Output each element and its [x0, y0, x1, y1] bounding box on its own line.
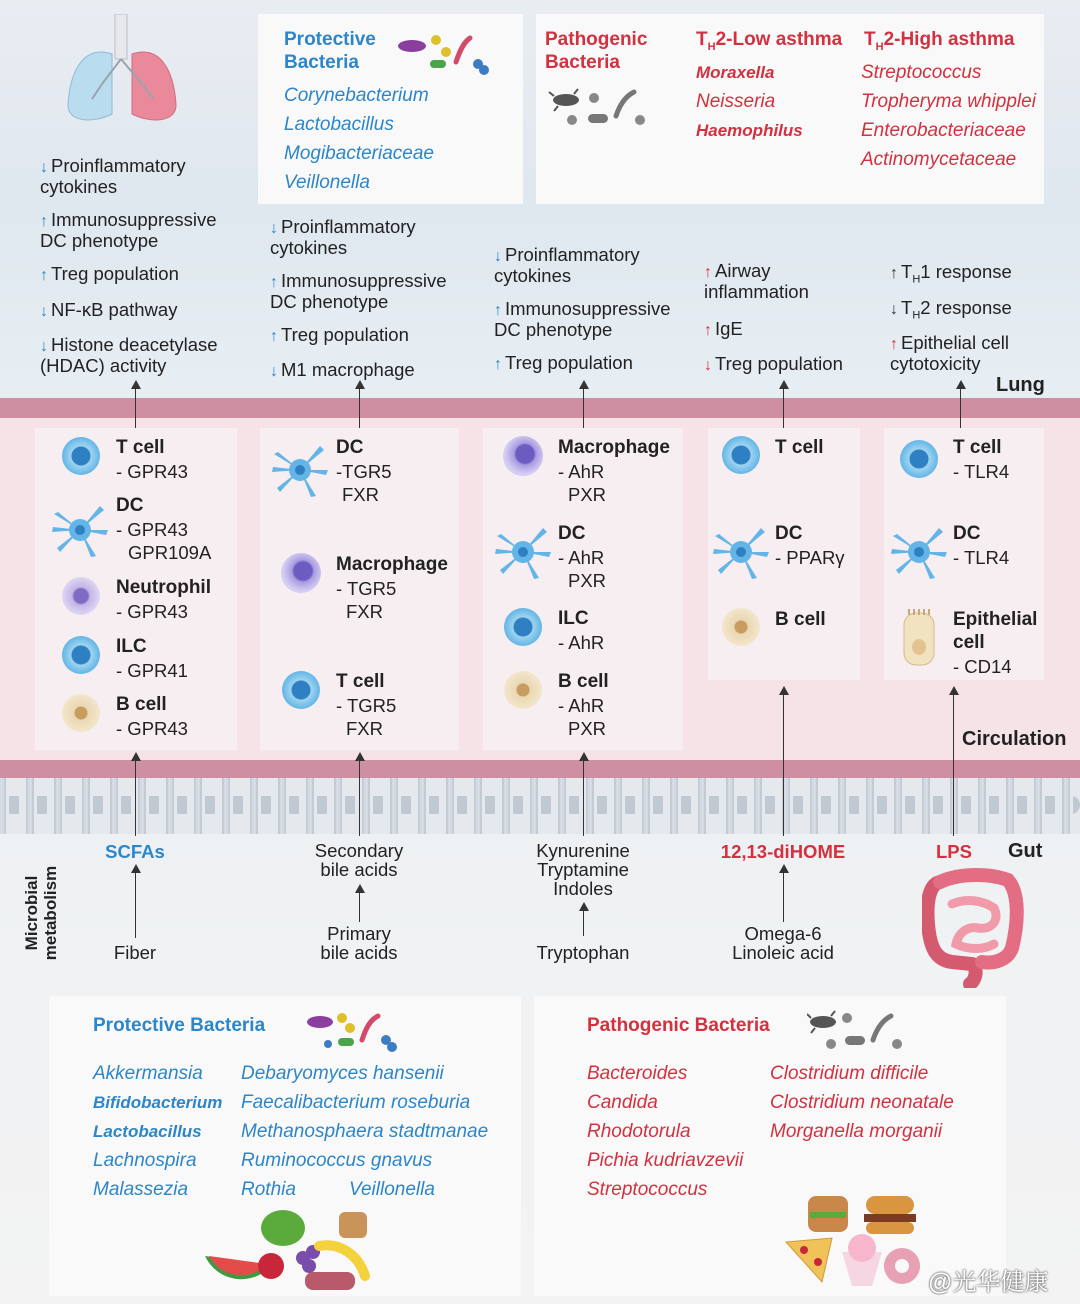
receptor: PXR — [568, 484, 607, 505]
taxon: Rhodotorula — [587, 1121, 691, 1142]
arrow-up — [953, 688, 954, 836]
th2-high-title: $T_H2$-High asthma — [864, 29, 1015, 53]
top-pathogenic-title: Pathogenic Bacteria — [545, 29, 648, 73]
cell-name: Epithelial — [953, 609, 1038, 630]
precursor-linoleic-acid: Omega-6 Linoleic acid — [732, 923, 834, 963]
taxon: Lactobacillus — [284, 114, 394, 135]
arrow-up — [359, 754, 360, 836]
effect-item: ↓ NF-κB pathway — [40, 299, 178, 320]
receptor: FXR — [346, 601, 383, 622]
cell-name: B cell — [775, 609, 826, 630]
receptor: - AhR — [558, 461, 605, 482]
macrophage-icon — [281, 553, 321, 593]
taxon: Veillonella — [284, 172, 370, 193]
cell-name: Macrophage — [336, 554, 448, 575]
cell-name: Neutrophil — [116, 577, 211, 598]
receptor: - PPARγ — [775, 547, 845, 568]
arrow-up — [783, 688, 784, 836]
dc-icon — [711, 522, 771, 582]
taxon: Candida — [587, 1092, 658, 1113]
gut-epithelium — [0, 778, 1080, 834]
taxon: Methanosphaera stadtmanae — [241, 1121, 489, 1142]
taxon: Pichia kudriavzevii — [587, 1150, 744, 1171]
effect-item: ↓ Treg population — [704, 353, 843, 374]
cell-name: B cell — [116, 694, 167, 715]
taxon: Streptococcus — [587, 1179, 708, 1200]
receptor: - AhR — [558, 632, 605, 653]
watermark: @光华健康 — [928, 1269, 1049, 1296]
microbial-metabolism-label: Microbial metabolism — [22, 865, 60, 961]
receptor: PXR — [568, 718, 607, 739]
metabolite-scfas: SCFAs — [105, 841, 165, 862]
bottom-protective-col1 — [93, 1059, 222, 1204]
dc-icon — [50, 500, 110, 560]
cell-name: T cell — [336, 671, 385, 692]
effect-item: ↑ $T_H1$ response — [890, 261, 1012, 286]
junk-food-icon — [782, 1182, 932, 1292]
top-protective-taxa-list — [284, 81, 434, 197]
metabolite-secondary-bile-acids: Secondary bile acids — [314, 840, 404, 880]
bacteria-icon — [304, 1010, 400, 1054]
taxon: Malassezia — [93, 1179, 189, 1200]
ilc-icon — [62, 636, 100, 674]
epithelial-cell-icon — [902, 607, 936, 667]
receptor: - AhR — [558, 695, 605, 716]
taxon: Rothia — [241, 1179, 296, 1200]
bottom-pathogenic-title: Pathogenic Bacteria — [587, 1015, 770, 1036]
receptor: - CD14 — [953, 656, 1012, 677]
metabolite-tryptophan-derivatives: Kynurenine Tryptamine Indoles — [536, 840, 630, 899]
bottom-protective-title: Protective Bacteria — [93, 1015, 266, 1036]
top-protective-panel — [258, 14, 523, 204]
receptor: -TGR5 — [336, 461, 392, 482]
bottom-pathogenic-col1 — [587, 1059, 743, 1204]
effect-item: ↑ Treg population — [40, 263, 179, 284]
effect-item: ↓ Histone deacetylase (HDAC) activity — [40, 334, 218, 376]
taxon: Lactobacillus — [93, 1122, 202, 1141]
taxon: Haemophilus — [696, 121, 803, 140]
cell-name: ILC — [116, 636, 147, 657]
cell-name: T cell — [775, 437, 824, 458]
effect-item: ↑ IgE — [704, 318, 743, 339]
taxon: Tropheryma whipplei — [861, 91, 1036, 112]
effect-item: ↑ Treg population — [270, 324, 409, 345]
taxon: Veillonella — [349, 1179, 435, 1200]
arrow-up — [359, 886, 360, 922]
effect-item: ↑ Immunosuppressive DC phenotype — [270, 270, 447, 312]
receptor: - GPR43 — [116, 461, 188, 482]
arrow-up — [583, 754, 584, 836]
gut-membrane — [0, 760, 1080, 778]
arrow-up — [583, 382, 584, 428]
receptor: - GPR43 — [116, 718, 188, 739]
cell-name: DC — [775, 523, 803, 544]
healthy-food-icon — [201, 1206, 371, 1296]
taxon: Morganella morganii — [770, 1121, 943, 1142]
precursor-primary-bile-acids: Primary bile acids — [320, 923, 398, 963]
taxon: Ruminococcus gnavus — [241, 1150, 433, 1171]
bottom-pathogenic-panel — [534, 996, 1006, 1296]
macrophage-icon — [503, 436, 543, 476]
neutrophil-icon — [62, 577, 100, 615]
dc-icon — [493, 522, 553, 582]
taxon: Debaryomyces hansenii — [241, 1063, 444, 1084]
arrow-up — [135, 382, 136, 428]
taxon: Bifidobacterium — [93, 1093, 223, 1112]
b-cell-icon — [504, 671, 542, 709]
precursor-fiber: Fiber — [113, 942, 157, 963]
receptor: - TGR5 — [336, 578, 397, 599]
t-cell-icon — [62, 437, 100, 475]
taxon: Actinomycetaceae — [861, 149, 1017, 170]
pathogen-icon — [548, 86, 648, 132]
top-pathogenic-panel — [536, 14, 1044, 204]
dc-icon — [270, 440, 330, 500]
effect-item: ↑ Treg population — [494, 352, 633, 373]
cell-name: DC — [953, 523, 981, 544]
receptor: - TGR5 — [336, 695, 397, 716]
taxon: Neisseria — [696, 91, 776, 112]
taxon: Mogibacteriaceae — [284, 143, 434, 164]
th2-high-taxa — [861, 58, 1036, 174]
effect-item: ↓ $T_H2$ response — [890, 297, 1012, 322]
b-cell-icon — [62, 694, 100, 732]
cell-name: DC — [336, 437, 364, 458]
arrow-up — [359, 382, 360, 428]
taxon: Streptococcus — [861, 62, 982, 83]
receptor: - TLR4 — [953, 461, 1010, 482]
taxon: Bacteroides — [587, 1063, 688, 1084]
pathogen-icon — [807, 1010, 907, 1054]
t-cell-icon — [282, 671, 320, 709]
receptor: GPR109A — [128, 542, 212, 563]
taxon: Akkermansia — [93, 1063, 203, 1084]
b-cell-icon — [722, 608, 760, 646]
bacteria-icon — [394, 32, 490, 80]
metabolite-lps: LPS — [936, 841, 972, 862]
th2-low-taxa — [696, 58, 803, 145]
gut-label: Gut — [1008, 840, 1043, 862]
circulation-label: Circulation — [962, 728, 1067, 750]
effect-item: ↑ Airway inflammation — [704, 260, 809, 302]
bottom-pathogenic-col2 — [770, 1059, 954, 1146]
top-protective-title: Protective Bacteria — [284, 29, 376, 73]
arrow-up — [135, 754, 136, 836]
effect-item: ↑ Epithelial cell cytotoxicity — [890, 332, 1009, 374]
lung-label: Lung — [996, 374, 1045, 396]
cell-name: cell — [953, 632, 985, 653]
taxon: Moraxella — [696, 63, 775, 82]
receptor: PXR — [568, 570, 607, 591]
t-cell-icon — [722, 436, 760, 474]
taxon: Enterobacteriaceae — [861, 120, 1026, 141]
effect-item: ↓ Proinflammatory cytokines — [494, 244, 640, 286]
effect-item: ↓ Proinflammatory cytokines — [270, 216, 416, 258]
cell-name: DC — [558, 523, 586, 544]
th2-low-title: $T_H2$-Low asthma — [696, 29, 843, 53]
dc-icon — [889, 522, 949, 582]
t-cell-icon — [900, 440, 938, 478]
receptor: - GPR43 — [116, 519, 188, 540]
precursor-tryptophan: Tryptophan — [536, 942, 630, 963]
taxon: Corynebacterium — [284, 85, 429, 106]
arrow-up — [783, 382, 784, 428]
receptor: FXR — [342, 484, 379, 505]
effect-item: ↓ M1 macrophage — [270, 359, 415, 380]
effect-item: ↑ Immunosuppressive DC phenotype — [40, 209, 217, 251]
taxon: Faecalibacterium roseburia — [241, 1092, 471, 1113]
cell-name: DC — [116, 495, 144, 516]
taxon: Clostridium neonatale — [770, 1092, 954, 1113]
receptor: - AhR — [558, 547, 605, 568]
arrow-up — [135, 866, 136, 938]
cell-name: T cell — [116, 437, 165, 458]
receptor: - TLR4 — [953, 547, 1010, 568]
taxon: Lachnospira — [93, 1150, 197, 1171]
receptor: FXR — [346, 718, 383, 739]
receptor: - GPR43 — [116, 601, 188, 622]
taxon: Clostridium difficile — [770, 1063, 929, 1084]
cell-name: Macrophage — [558, 437, 670, 458]
arrow-up — [583, 904, 584, 936]
receptor: - GPR41 — [116, 660, 188, 681]
effect-item: ↓ Proinflammatory cytokines — [40, 155, 186, 197]
metabolite-diHOME: 12,13-diHOME — [720, 841, 846, 862]
bottom-protective-panel — [49, 996, 521, 1296]
arrow-up — [783, 866, 784, 922]
arrow-up — [960, 382, 961, 428]
cell-name: B cell — [558, 671, 609, 692]
cell-name: ILC — [558, 608, 589, 629]
cell-name: T cell — [953, 437, 1002, 458]
lung-membrane — [0, 398, 1080, 418]
lungs-icon — [62, 14, 182, 129]
ilc-icon — [504, 608, 542, 646]
effect-item: ↑ Immunosuppressive DC phenotype — [494, 298, 671, 340]
intestine-icon — [922, 864, 1024, 988]
